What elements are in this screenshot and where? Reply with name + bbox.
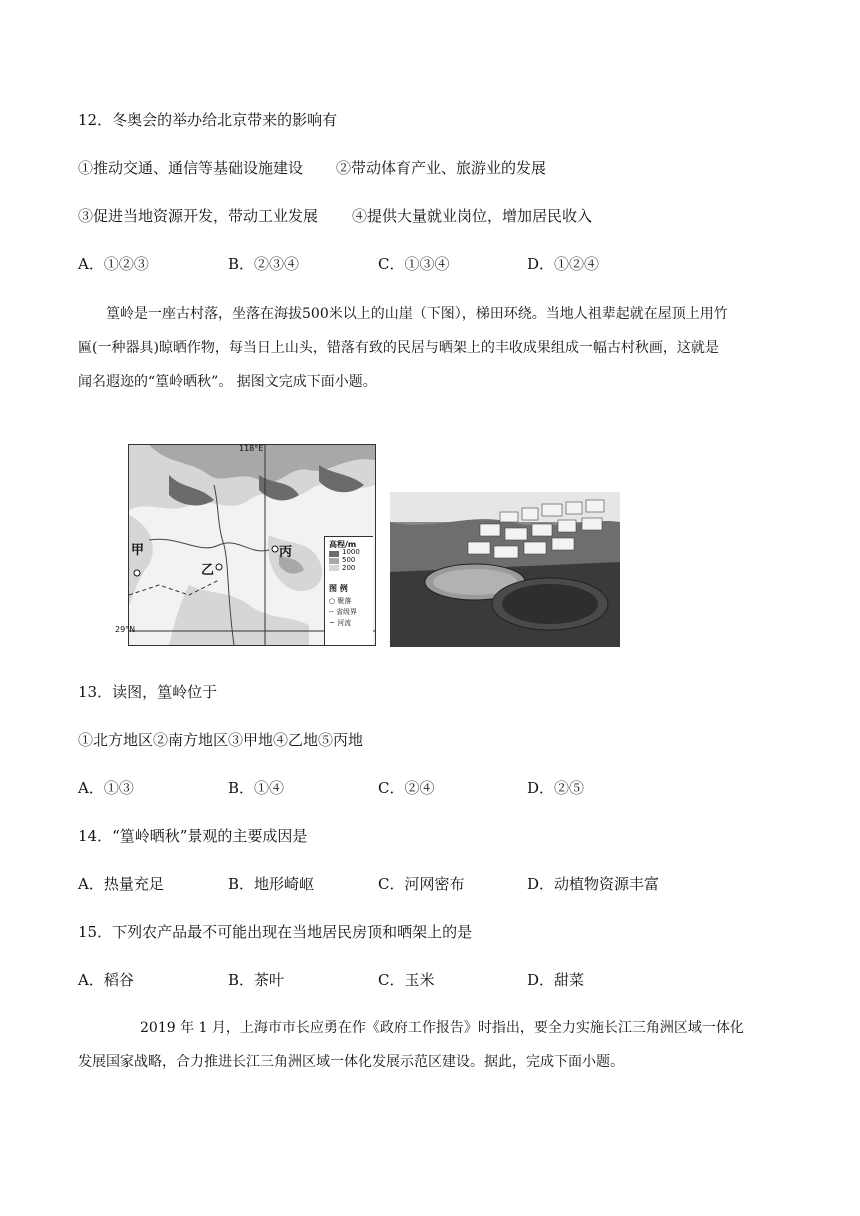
q15-option-b[interactable]: B．茶叶: [228, 971, 285, 989]
place-yi: 乙: [201, 563, 215, 578]
q13-option-a[interactable]: A．①③: [78, 779, 134, 797]
q12-item-2: ②带动体育产业、旅游业的发展: [336, 159, 547, 177]
q12-option-a[interactable]: A．①②③: [78, 255, 149, 273]
legend-elev-1000: 1000: [342, 548, 360, 556]
q14-stem: 14．“篁岭晒秋”景观的主要成因是: [78, 827, 308, 845]
legend-heading: 图 例: [329, 584, 348, 593]
legend-item-boundary: 省级界: [335, 608, 357, 616]
village-drying-photo: [390, 492, 620, 647]
q12-item-1: ①推动交通、通信等基础设施建设: [78, 159, 304, 177]
q13-items: ①北方地区②南方地区③甲地④乙地⑤丙地: [78, 731, 364, 749]
place-bing: 丙: [279, 545, 293, 560]
q12-item-4: ④提供大量就业岗位，增加居民收入: [352, 207, 593, 225]
q15-stem: 15．下列农产品最不可能出现在当地居民房顶和晒架上的是: [78, 923, 473, 941]
map-legend: 高程/m 1000 500 200 图 例 ○ 聚落 -- 省级界 ~ 河流: [324, 536, 373, 645]
passage-1-line-1: 篁岭是一座古村落，坐落在海拔500米以上的山崖（下图），梯田环绕。当地人祖辈起就在屋顶上用竹: [106, 306, 728, 322]
q15-option-c[interactable]: C．玉米: [378, 971, 435, 989]
q13-option-b[interactable]: B．①④: [228, 779, 285, 797]
legend-swatch-low: [329, 565, 339, 571]
q12-stem: 12．冬奥会的举办给北京带来的影响有: [78, 111, 338, 129]
q14-option-a[interactable]: A．热量充足: [78, 875, 164, 893]
q15-option-d[interactable]: D．甜菜: [527, 971, 585, 989]
latitude-label: 29°N: [115, 625, 136, 634]
legend-swatch-high: [329, 551, 339, 557]
legend-item-settlement: 聚落: [337, 597, 352, 605]
passage-2-line-2: 发展国家战略，合力推进长江三角洲区域一体化发展示范区建设。据此，完成下面小题。: [78, 1054, 624, 1070]
q14-option-b[interactable]: B．地形崎岖: [228, 875, 315, 893]
longitude-label: 118°E: [239, 444, 264, 453]
q14-option-c[interactable]: C．河网密布: [378, 875, 465, 893]
legend-elev-500: 500: [342, 556, 356, 564]
q12-option-d[interactable]: D．①②④: [527, 255, 600, 273]
q15-option-a[interactable]: A．稻谷: [78, 971, 134, 989]
place-jia: 甲: [131, 543, 145, 558]
q12-option-b[interactable]: B．②③④: [228, 255, 300, 273]
q13-stem: 13．读图，篁岭位于: [78, 683, 218, 701]
q14-option-d[interactable]: D．动植物资源丰富: [527, 875, 660, 893]
q12-item-3: ③促进当地资源开发，带动工业发展: [78, 207, 319, 225]
legend-item-river: 河流: [337, 619, 352, 627]
legend-elev-200: 200: [342, 564, 356, 572]
legend-swatch-mid: [329, 558, 339, 564]
passage-2-line-1: 2019 年 1 月，上海市市长应勇在作《政府工作报告》时指出，要全力实施长江三角洲区域一体化: [140, 1020, 744, 1036]
q13-option-d[interactable]: D．②⑤: [527, 779, 585, 797]
q13-option-c[interactable]: C．②④: [378, 779, 435, 797]
q12-option-c[interactable]: C．①③④: [378, 255, 450, 273]
passage-1-line-2: 匾(一种器具)晾晒作物，每当日上山头，错落有致的民居与晒架上的丰收成果组成一幅古村秋画，这就是: [78, 340, 719, 356]
photo-illustration: [390, 492, 620, 647]
passage-1-line-3: 闻名遐迩的“篁岭晒秋”。 据图文完成下面小题。: [78, 374, 377, 390]
legend-title: 高程/m: [329, 540, 357, 549]
